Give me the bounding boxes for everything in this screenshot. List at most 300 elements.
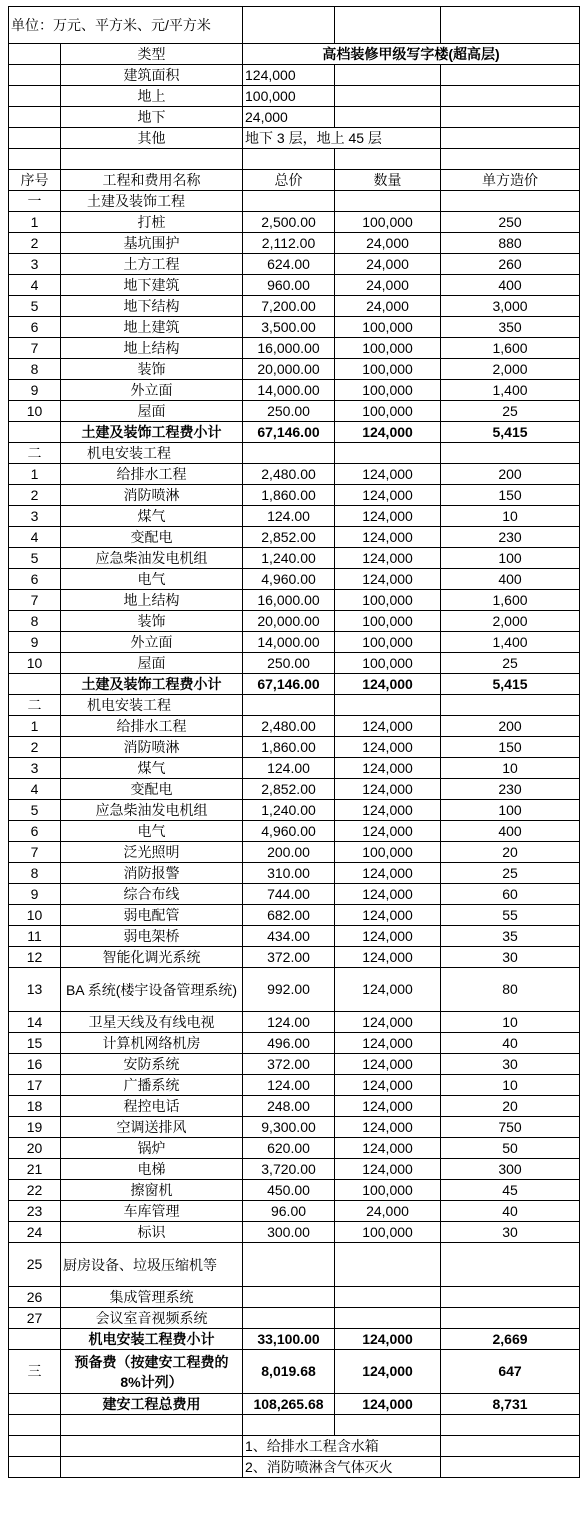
row-unit-cost: 400: [441, 569, 580, 590]
row-total: 496.00: [243, 1033, 335, 1054]
row-name: 外立面: [61, 380, 243, 401]
row-no: 21: [9, 1159, 61, 1180]
row-unit-cost: 400: [441, 821, 580, 842]
empty-cell: [61, 1415, 243, 1436]
row-name: 卫星天线及有线电视: [61, 1012, 243, 1033]
table-row: [9, 1117, 580, 1138]
row-qty: 100,000: [335, 317, 441, 338]
row-qty: [335, 1243, 441, 1287]
row-no: 1: [9, 212, 61, 233]
row-total: 67,146.00: [243, 422, 335, 443]
empty-cell: [9, 1415, 61, 1436]
row-qty: 124,000: [335, 1159, 441, 1180]
row-name: 土建及装饰工程: [61, 191, 243, 212]
row-name: 预备费（按建安工程费的 8%计列）: [61, 1350, 243, 1394]
row-no: 6: [9, 821, 61, 842]
row-unit-cost: 150: [441, 737, 580, 758]
row-qty: 124,000: [335, 485, 441, 506]
row-qty: 124,000: [335, 821, 441, 842]
row-name: 电气: [61, 821, 243, 842]
row-no: 18: [9, 1096, 61, 1117]
row-no: [9, 422, 61, 443]
row-qty: 24,000: [335, 233, 441, 254]
empty-cell: [335, 65, 441, 86]
row-no: 7: [9, 590, 61, 611]
note-text: 1、给排水工程含水箱: [243, 1436, 441, 1457]
row-name: 地上结构: [61, 590, 243, 611]
row-name: 消防喷淋: [61, 485, 243, 506]
table-row: [9, 1054, 580, 1075]
row-unit-cost: 8,731: [441, 1394, 580, 1415]
empty-cell: [9, 1436, 61, 1457]
table-row: [9, 1075, 580, 1096]
row-unit-cost: 40: [441, 1033, 580, 1054]
table-row: [9, 359, 580, 380]
table-row: [9, 737, 580, 758]
row-qty: 100,000: [335, 1180, 441, 1201]
row-total: 200.00: [243, 842, 335, 863]
info-label: 地下: [61, 107, 243, 128]
row-name: 基坑围护: [61, 233, 243, 254]
row-total: 20,000.00: [243, 611, 335, 632]
row-total: 2,480.00: [243, 464, 335, 485]
row-unit-cost: 100: [441, 548, 580, 569]
row-qty: 100,000: [335, 380, 441, 401]
row-total: 2,852.00: [243, 527, 335, 548]
row-name: 电梯: [61, 1159, 243, 1180]
section-row: [9, 191, 580, 212]
row-unit-cost: 350: [441, 317, 580, 338]
row-qty: 124,000: [335, 1096, 441, 1117]
table-row: [9, 968, 580, 1012]
row-name: 煤气: [61, 506, 243, 527]
table-row: [9, 254, 580, 275]
row-name: 屋面: [61, 401, 243, 422]
row-qty: 100,000: [335, 401, 441, 422]
row-unit-cost: 750: [441, 1117, 580, 1138]
table-row: [9, 296, 580, 317]
table-row: [9, 1012, 580, 1033]
row-unit-cost: 100: [441, 800, 580, 821]
row-unit-cost: 3,000: [441, 296, 580, 317]
building-type-value: 高档装修甲级写字楼(超高层): [243, 44, 580, 65]
table-row: [9, 842, 580, 863]
row-unit-cost: 2,000: [441, 359, 580, 380]
table-row: [9, 1138, 580, 1159]
row-unit-cost: 25: [441, 653, 580, 674]
row-qty: 124,000: [335, 800, 441, 821]
row-unit-cost: 250: [441, 212, 580, 233]
row-name: 机电安装工程: [61, 443, 243, 464]
subtotal-row: [9, 1350, 580, 1394]
building-type-row: [9, 44, 580, 65]
row-qty: [335, 695, 441, 716]
row-qty: 124,000: [335, 905, 441, 926]
row-unit-cost: 55: [441, 905, 580, 926]
row-qty: [335, 1287, 441, 1308]
row-name: 变配电: [61, 779, 243, 800]
row-unit-cost: 880: [441, 233, 580, 254]
empty-cell: [441, 1436, 580, 1457]
row-total: 3,720.00: [243, 1159, 335, 1180]
row-name: 擦窗机: [61, 1180, 243, 1201]
row-no: 10: [9, 653, 61, 674]
unit-row: [9, 7, 580, 44]
info-value: 地下 3 层，地上 45 层: [243, 128, 441, 149]
row-unit-cost: 200: [441, 464, 580, 485]
row-qty: 124,000: [335, 422, 441, 443]
row-unit-cost: 10: [441, 1075, 580, 1096]
row-name: 屋面: [61, 653, 243, 674]
empty-cell: [335, 149, 441, 170]
row-total: [243, 695, 335, 716]
row-name: 程控电话: [61, 1096, 243, 1117]
row-no: 26: [9, 1287, 61, 1308]
row-no: [9, 674, 61, 695]
row-no: 9: [9, 632, 61, 653]
empty-cell: [61, 1457, 243, 1478]
row-no: 9: [9, 380, 61, 401]
row-name: 机电安装工程: [61, 695, 243, 716]
row-total: 248.00: [243, 1096, 335, 1117]
row-qty: 100,000: [335, 338, 441, 359]
empty-cell: [61, 1436, 243, 1457]
table-row: [9, 926, 580, 947]
row-unit-cost: 30: [441, 1054, 580, 1075]
row-no: 16: [9, 1054, 61, 1075]
table-row: [9, 212, 580, 233]
header-name: 工程和费用名称: [61, 170, 243, 191]
empty-cell: [335, 1415, 441, 1436]
empty-cell: [441, 1415, 580, 1436]
table-row: [9, 338, 580, 359]
row-name: 计算机网络机房: [61, 1033, 243, 1054]
row-qty: [335, 1308, 441, 1329]
header-unit-cost: 单方造价: [441, 170, 580, 191]
row-no: 2: [9, 485, 61, 506]
row-qty: 124,000: [335, 506, 441, 527]
row-qty: [335, 443, 441, 464]
row-total: [243, 1243, 335, 1287]
row-total: 9,300.00: [243, 1117, 335, 1138]
note-row: [9, 1457, 580, 1478]
row-no: 7: [9, 842, 61, 863]
row-no: 5: [9, 296, 61, 317]
row-unit-cost: [441, 191, 580, 212]
row-no: 4: [9, 527, 61, 548]
row-name: 消防喷淋: [61, 737, 243, 758]
note-text: 2、消防喷淋含气体灭火: [243, 1457, 441, 1478]
table-row: [9, 1222, 580, 1243]
info-value: 124,000: [243, 65, 335, 86]
row-qty: 124,000: [335, 884, 441, 905]
row-total: [243, 1287, 335, 1308]
table-row: [9, 548, 580, 569]
row-qty: 124,000: [335, 1394, 441, 1415]
subtotal-row: [9, 674, 580, 695]
empty-cell: [441, 149, 580, 170]
info-row: [9, 86, 580, 107]
row-qty: 100,000: [335, 359, 441, 380]
row-qty: 100,000: [335, 842, 441, 863]
subtotal-row: [9, 1329, 580, 1350]
empty-cell: [9, 107, 61, 128]
row-qty: 24,000: [335, 275, 441, 296]
row-unit-cost: 5,415: [441, 674, 580, 695]
row-total: 33,100.00: [243, 1329, 335, 1350]
row-unit-cost: 30: [441, 947, 580, 968]
row-total: 620.00: [243, 1138, 335, 1159]
row-no: 3: [9, 758, 61, 779]
empty-cell: [441, 86, 580, 107]
row-unit-cost: 150: [441, 485, 580, 506]
table-row: [9, 653, 580, 674]
table-row: [9, 884, 580, 905]
row-qty: 124,000: [335, 758, 441, 779]
row-name: 外立面: [61, 632, 243, 653]
cost-estimate-sheet: [8, 6, 579, 1478]
empty-cell: [441, 107, 580, 128]
row-total: 300.00: [243, 1222, 335, 1243]
row-unit-cost: 200: [441, 716, 580, 737]
row-qty: 100,000: [335, 653, 441, 674]
row-no: 二: [9, 443, 61, 464]
table-row: [9, 485, 580, 506]
row-name: 地下建筑: [61, 275, 243, 296]
empty-cell: [335, 107, 441, 128]
row-total: 624.00: [243, 254, 335, 275]
table-row: [9, 863, 580, 884]
row-no: 1: [9, 716, 61, 737]
row-qty: 124,000: [335, 968, 441, 1012]
table-row: [9, 569, 580, 590]
row-qty: 124,000: [335, 737, 441, 758]
table-row: [9, 779, 580, 800]
row-name: 消防报警: [61, 863, 243, 884]
row-no: 11: [9, 926, 61, 947]
row-unit-cost: [441, 443, 580, 464]
row-unit-cost: 260: [441, 254, 580, 275]
row-no: 4: [9, 275, 61, 296]
row-unit-cost: 647: [441, 1350, 580, 1394]
row-name: 地上结构: [61, 338, 243, 359]
row-total: 4,960.00: [243, 569, 335, 590]
row-name: 厨房设备、垃圾压缩机等: [61, 1243, 243, 1287]
info-value: 100,000: [243, 86, 335, 107]
row-no: 3: [9, 254, 61, 275]
row-total: 450.00: [243, 1180, 335, 1201]
empty-cell: [9, 86, 61, 107]
subtotal-row: [9, 422, 580, 443]
row-name: 给排水工程: [61, 716, 243, 737]
row-name: 装饰: [61, 359, 243, 380]
empty-cell: [441, 1457, 580, 1478]
row-no: 一: [9, 191, 61, 212]
row-unit-cost: 1,400: [441, 632, 580, 653]
table-row: [9, 317, 580, 338]
row-no: 三: [9, 1350, 61, 1394]
row-total: 3,500.00: [243, 317, 335, 338]
row-unit-cost: 300: [441, 1159, 580, 1180]
header-row: [9, 170, 580, 191]
row-qty: 124,000: [335, 863, 441, 884]
row-unit-cost: 20: [441, 842, 580, 863]
row-unit-cost: 60: [441, 884, 580, 905]
row-qty: 24,000: [335, 296, 441, 317]
row-qty: 124,000: [335, 569, 441, 590]
row-total: 67,146.00: [243, 674, 335, 695]
row-unit-cost: 20: [441, 1096, 580, 1117]
row-unit-cost: 10: [441, 506, 580, 527]
row-unit-cost: 25: [441, 863, 580, 884]
row-unit-cost: 50: [441, 1138, 580, 1159]
row-qty: 124,000: [335, 1033, 441, 1054]
row-unit-cost: 1,600: [441, 590, 580, 611]
row-no: 二: [9, 695, 61, 716]
row-qty: 124,000: [335, 1329, 441, 1350]
row-name: 空调送排风: [61, 1117, 243, 1138]
row-no: 10: [9, 905, 61, 926]
row-qty: 24,000: [335, 1201, 441, 1222]
table-row: [9, 527, 580, 548]
row-no: [9, 1394, 61, 1415]
row-name: BA 系统(楼宇设备管理系统): [61, 968, 243, 1012]
row-total: 4,960.00: [243, 821, 335, 842]
row-no: 27: [9, 1308, 61, 1329]
row-unit-cost: 2,000: [441, 611, 580, 632]
row-total: 2,852.00: [243, 779, 335, 800]
row-total: 744.00: [243, 884, 335, 905]
table-row: [9, 401, 580, 422]
row-total: 310.00: [243, 863, 335, 884]
table-row: [9, 1201, 580, 1222]
row-name: 泛光照明: [61, 842, 243, 863]
row-no: 22: [9, 1180, 61, 1201]
row-total: 7,200.00: [243, 296, 335, 317]
empty-cell: [243, 149, 335, 170]
row-no: 14: [9, 1012, 61, 1033]
row-unit-cost: 400: [441, 275, 580, 296]
row-qty: 100,000: [335, 590, 441, 611]
row-name: 集成管理系统: [61, 1287, 243, 1308]
row-unit-cost: 230: [441, 527, 580, 548]
row-name: 装饰: [61, 611, 243, 632]
row-unit-cost: [441, 695, 580, 716]
row-name: 土建及装饰工程费小计: [61, 422, 243, 443]
table-row: [9, 716, 580, 737]
row-total: 1,860.00: [243, 485, 335, 506]
note-row: [9, 1436, 580, 1457]
row-qty: 124,000: [335, 947, 441, 968]
row-qty: 124,000: [335, 1054, 441, 1075]
row-name: 弱电配管: [61, 905, 243, 926]
row-total: 20,000.00: [243, 359, 335, 380]
row-name: 智能化调光系统: [61, 947, 243, 968]
table-row: [9, 275, 580, 296]
row-unit-cost: 45: [441, 1180, 580, 1201]
row-name: 应急柴油发电机组: [61, 548, 243, 569]
table-row: [9, 1287, 580, 1308]
empty-cell: [441, 65, 580, 86]
row-no: 13: [9, 968, 61, 1012]
row-unit-cost: 230: [441, 779, 580, 800]
row-qty: 124,000: [335, 548, 441, 569]
row-total: 1,240.00: [243, 548, 335, 569]
header-qty: 数量: [335, 170, 441, 191]
row-qty: 124,000: [335, 1117, 441, 1138]
spacer-row: [9, 149, 580, 170]
row-unit-cost: 10: [441, 758, 580, 779]
row-unit-cost: 1,400: [441, 380, 580, 401]
row-no: 12: [9, 947, 61, 968]
row-unit-cost: [441, 1243, 580, 1287]
row-qty: 124,000: [335, 1350, 441, 1394]
row-no: 2: [9, 233, 61, 254]
row-total: 372.00: [243, 947, 335, 968]
info-row: [9, 128, 580, 149]
row-name: 广播系统: [61, 1075, 243, 1096]
row-total: 16,000.00: [243, 338, 335, 359]
row-total: 108,265.68: [243, 1394, 335, 1415]
row-name: 给排水工程: [61, 464, 243, 485]
row-no: 3: [9, 506, 61, 527]
info-label: 地上: [61, 86, 243, 107]
row-qty: 124,000: [335, 716, 441, 737]
row-name: 土建及装饰工程费小计: [61, 674, 243, 695]
table-row: [9, 380, 580, 401]
row-name: 变配电: [61, 527, 243, 548]
row-qty: 124,000: [335, 464, 441, 485]
row-name: 地上建筑: [61, 317, 243, 338]
empty-cell: [335, 7, 441, 44]
row-total: 124.00: [243, 1012, 335, 1033]
row-name: 锅炉: [61, 1138, 243, 1159]
row-name: 综合布线: [61, 884, 243, 905]
empty-cell: [9, 128, 61, 149]
row-no: 1: [9, 464, 61, 485]
row-name: 会议室音视频系统: [61, 1308, 243, 1329]
row-unit-cost: 1,600: [441, 338, 580, 359]
row-qty: 100,000: [335, 1222, 441, 1243]
table-row: [9, 1033, 580, 1054]
row-qty: 100,000: [335, 632, 441, 653]
row-name: 安防系统: [61, 1054, 243, 1075]
info-label: 建筑面积: [61, 65, 243, 86]
row-no: 23: [9, 1201, 61, 1222]
row-unit-cost: 30: [441, 1222, 580, 1243]
row-no: 24: [9, 1222, 61, 1243]
row-total: 960.00: [243, 275, 335, 296]
section-row: [9, 695, 580, 716]
table-row: [9, 233, 580, 254]
row-total: 250.00: [243, 653, 335, 674]
row-no: 5: [9, 800, 61, 821]
row-total: 14,000.00: [243, 632, 335, 653]
row-no: 8: [9, 611, 61, 632]
row-name: 土方工程: [61, 254, 243, 275]
row-total: 250.00: [243, 401, 335, 422]
info-value: 24,000: [243, 107, 335, 128]
row-total: [243, 191, 335, 212]
row-unit-cost: 80: [441, 968, 580, 1012]
row-name: 电气: [61, 569, 243, 590]
section-row: [9, 443, 580, 464]
cost-table: [8, 6, 580, 1478]
table-row: [9, 1180, 580, 1201]
row-total: 372.00: [243, 1054, 335, 1075]
row-no: 10: [9, 401, 61, 422]
row-total: 96.00: [243, 1201, 335, 1222]
